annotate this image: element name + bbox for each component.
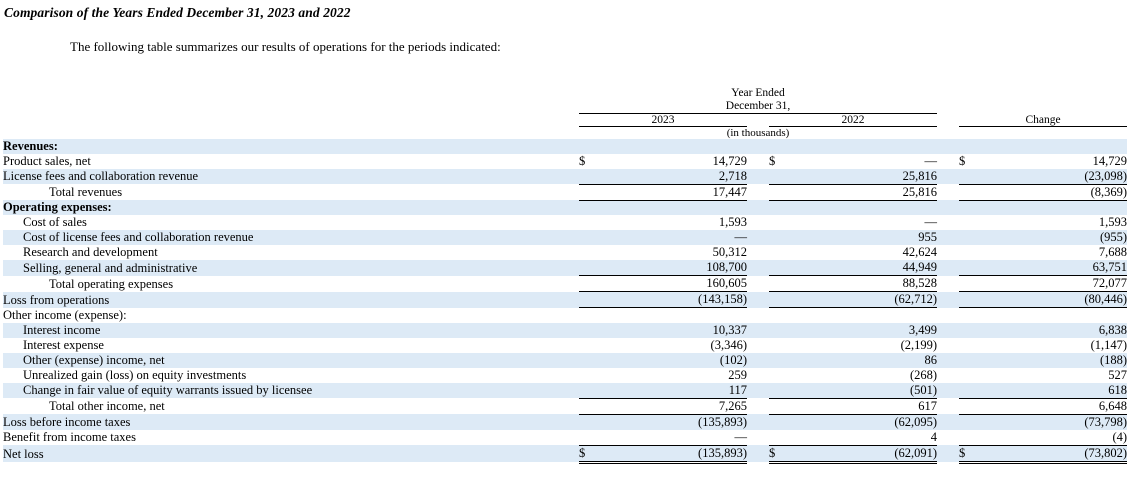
- table-row: [3, 445, 1127, 462]
- row-value-2023: —: [595, 230, 747, 245]
- table-row: [3, 398, 1127, 414]
- row-currency-change: $: [959, 153, 966, 168]
- row-value-2022: [785, 308, 937, 323]
- row-value-2022: 4: [785, 430, 937, 446]
- table-row: [3, 292, 1127, 308]
- intro-paragraph: The following table summarizes our results of operations for the periods indicated:: [70, 39, 501, 54]
- row-value-2022: [785, 200, 937, 215]
- row-currency-2022: [769, 215, 785, 230]
- row-value-2022: 25,816: [785, 184, 937, 200]
- row-currency-change: [959, 414, 975, 430]
- row-value-2022: 88,528: [785, 276, 937, 292]
- row-currency-2022: [769, 368, 785, 383]
- row-value-2022: 25,816: [785, 169, 937, 185]
- header-units: (in thousands): [726, 126, 790, 139]
- row-gap: [937, 323, 959, 338]
- row-gap: [937, 184, 959, 200]
- row-value-2023: 50,312: [712, 245, 747, 259]
- row-gap: [937, 368, 959, 383]
- table-row: [3, 383, 1127, 399]
- row-currency-2023: [579, 169, 595, 185]
- row-value-2023: (135,893): [595, 445, 747, 462]
- row-value-2023: 7,265: [595, 398, 747, 414]
- row-currency-2022: $: [769, 153, 776, 168]
- row-value-change: 527: [1108, 367, 1127, 382]
- row-currency-2022: [769, 308, 785, 323]
- row-label: Unrealized gain (loss) on equity investments: [23, 367, 247, 382]
- table-row: [3, 200, 1127, 215]
- row-value-change: (1,147): [1090, 337, 1127, 352]
- row-value-2022: (62,095): [785, 414, 937, 430]
- row-gap: [937, 398, 959, 414]
- row-value-change: 6,648: [975, 398, 1127, 414]
- row-currency-change: [959, 200, 975, 215]
- row-label: Cost of license fees and collaboration revenue: [3, 230, 579, 245]
- row-gap: [747, 383, 769, 399]
- row-gap: [747, 368, 769, 383]
- row-gap: [747, 338, 769, 353]
- row-currency-2022: [769, 200, 785, 215]
- row-value-change: 14,729: [1092, 153, 1127, 168]
- table-row: [3, 169, 1127, 185]
- row-currency-2022: [769, 383, 785, 399]
- document-page: [0, 5, 1127, 489]
- row-gap: [937, 292, 959, 308]
- row-currency-change: [959, 383, 975, 399]
- row-value-2022: —: [924, 153, 938, 168]
- row-gap: [937, 245, 959, 260]
- row-gap: [747, 445, 769, 462]
- row-currency-2022: [769, 139, 785, 154]
- row-gap: [937, 154, 959, 169]
- header-year-ended-line2: December 31,: [725, 99, 791, 112]
- row-value-2023: 108,700: [595, 260, 747, 276]
- row-gap: [937, 215, 959, 230]
- row-currency-change: [959, 430, 975, 446]
- header-gap-2: [747, 113, 769, 126]
- row-gap: [747, 139, 769, 154]
- header-gap: [937, 71, 959, 113]
- row-currency-change: [959, 308, 975, 323]
- row-label: Loss from operations: [3, 292, 579, 308]
- row-currency-2022: [769, 323, 785, 338]
- row-value-2023: 10,337: [595, 323, 747, 338]
- table-row: [3, 184, 1127, 200]
- row-gap: [747, 200, 769, 215]
- row-value-2022: [785, 139, 937, 154]
- row-gap: [747, 215, 769, 230]
- row-currency-change: [959, 139, 975, 154]
- row-gap: [747, 184, 769, 200]
- row-gap: [747, 292, 769, 308]
- row-currency-2023: $: [579, 153, 586, 168]
- row-gap: [937, 230, 959, 245]
- row-gap: [747, 276, 769, 292]
- row-gap: [937, 200, 959, 215]
- table-row: [3, 230, 1127, 245]
- row-gap: [937, 169, 959, 185]
- row-currency-2022: $: [769, 445, 785, 462]
- row-currency-change: [959, 353, 975, 368]
- row-value-change: (4): [975, 430, 1127, 446]
- row-gap: [747, 260, 769, 276]
- row-label: Total operating expenses: [49, 276, 174, 291]
- row-value-change: (955): [975, 230, 1127, 245]
- row-currency-2023: [579, 260, 595, 276]
- table-row: [3, 139, 1127, 154]
- row-value-2022: 86: [785, 353, 937, 368]
- section-heading: Comparison of the Years Ended December 31, 2023 and 2022: [4, 5, 351, 20]
- row-value-change: (80,446): [975, 292, 1127, 308]
- row-value-change: [975, 308, 1127, 323]
- row-currency-2022: [769, 184, 785, 200]
- row-label: Change in fair value of equity warrants issued by licensee: [3, 383, 579, 399]
- row-value-change: 618: [975, 383, 1127, 399]
- row-value-2023: —: [595, 430, 747, 446]
- row-value-2022: (2,199): [900, 337, 938, 352]
- row-value-2023: 14,729: [712, 153, 747, 168]
- row-currency-2023: [579, 430, 595, 446]
- row-currency-2022: [769, 338, 785, 353]
- row-value-2023: 259: [728, 367, 747, 382]
- row-label: Net loss: [3, 445, 579, 462]
- row-value-2022: —: [924, 215, 938, 229]
- row-currency-change: [959, 368, 975, 383]
- row-label: Total revenues: [49, 185, 123, 199]
- row-label: Research and development: [23, 245, 158, 259]
- header-col-change: Change: [959, 113, 1127, 126]
- row-gap: [747, 308, 769, 323]
- table-row: [3, 276, 1127, 292]
- row-value-2023: (3,346): [710, 337, 747, 352]
- row-value-2022: 42,624: [902, 245, 938, 259]
- row-label: Loss before income taxes: [3, 414, 579, 430]
- row-label: Revenues:: [3, 139, 579, 154]
- header-blank-3: [3, 126, 579, 139]
- row-gap: [747, 230, 769, 245]
- header-year-ended-line1: Year Ended: [731, 86, 785, 99]
- row-value-change: 7,688: [1098, 245, 1127, 259]
- table-row: [3, 353, 1127, 368]
- table-body: [3, 139, 1127, 463]
- row-gap: [747, 353, 769, 368]
- row-currency-2023: [579, 414, 595, 430]
- row-currency-2022: [769, 292, 785, 308]
- row-label: Interest income: [3, 323, 579, 338]
- row-label: Interest expense: [23, 337, 104, 352]
- row-value-2022: 955: [785, 230, 937, 245]
- row-gap: [937, 430, 959, 446]
- row-value-2023: (143,158): [595, 292, 747, 308]
- header-gap-3: [937, 113, 959, 126]
- table-row: [3, 338, 1127, 353]
- row-label: Benefit from income taxes: [3, 430, 136, 444]
- table-row: [3, 260, 1127, 276]
- row-gap: [747, 430, 769, 446]
- row-gap: [747, 414, 769, 430]
- row-value-2023: 2,718: [595, 169, 747, 185]
- row-value-2023: 1,593: [718, 215, 747, 229]
- row-value-change: [975, 139, 1127, 154]
- row-value-2023: [595, 139, 747, 154]
- row-value-change: 1,593: [1098, 215, 1127, 229]
- row-currency-2022: [769, 169, 785, 185]
- row-value-2023: [595, 308, 747, 323]
- row-value-change: 6,838: [975, 323, 1127, 338]
- table-row: [3, 368, 1127, 383]
- row-value-change: (73,802): [975, 445, 1127, 462]
- row-currency-2023: $: [579, 445, 595, 462]
- header-units-blank: [959, 126, 1127, 139]
- row-currency-2023: [579, 383, 595, 399]
- row-gap: [747, 154, 769, 169]
- row-currency-2023: [579, 245, 595, 260]
- row-currency-2023: [579, 338, 595, 353]
- row-currency-2023: [579, 139, 595, 154]
- row-value-2022: 3,499: [785, 323, 937, 338]
- row-gap: [937, 139, 959, 154]
- header-gap-4: [937, 126, 959, 139]
- row-currency-2022: [769, 353, 785, 368]
- row-gap: [937, 260, 959, 276]
- row-gap: [937, 414, 959, 430]
- row-currency-2023: [579, 368, 595, 383]
- row-currency-2022: [769, 398, 785, 414]
- row-value-2022: 617: [785, 398, 937, 414]
- row-label: Product sales, net: [3, 153, 91, 168]
- row-currency-2023: [579, 292, 595, 308]
- row-gap: [747, 323, 769, 338]
- row-currency-2023: [579, 184, 595, 200]
- row-value-2023: 117: [595, 383, 747, 399]
- row-currency-2023: [579, 398, 595, 414]
- row-currency-2022: [769, 245, 785, 260]
- row-label: Selling, general and administrative: [3, 260, 579, 276]
- results-of-operations-table: [3, 71, 1127, 464]
- row-gap: [937, 308, 959, 323]
- row-gap: [937, 383, 959, 399]
- table-row: [3, 323, 1127, 338]
- row-value-change: 72,077: [975, 276, 1127, 292]
- row-value-2023: (135,893): [595, 414, 747, 430]
- row-gap: [937, 353, 959, 368]
- row-currency-change: [959, 245, 975, 260]
- row-currency-change: [959, 323, 975, 338]
- table-row: [3, 414, 1127, 430]
- row-label: Other income (expense):: [3, 307, 127, 322]
- row-currency-2023: [579, 230, 595, 245]
- row-value-2022: (268): [909, 367, 938, 382]
- row-gap: [937, 445, 959, 462]
- row-value-change: (8,369): [975, 184, 1127, 200]
- row-label: License fees and collaboration revenue: [3, 169, 579, 185]
- row-value-change: (23,098): [975, 169, 1127, 185]
- row-gap: [747, 398, 769, 414]
- header-blank: [3, 71, 579, 113]
- row-gap: [937, 276, 959, 292]
- row-value-change: 63,751: [975, 260, 1127, 276]
- row-gap: [937, 338, 959, 353]
- row-currency-2023: [579, 215, 595, 230]
- row-currency-2023: [579, 276, 595, 292]
- row-currency-change: [959, 338, 975, 353]
- row-currency-change: [959, 215, 975, 230]
- row-label: Other (expense) income, net: [3, 353, 579, 368]
- row-currency-2022: [769, 260, 785, 276]
- row-currency-change: [959, 276, 975, 292]
- row-currency-2023: [579, 200, 595, 215]
- row-currency-change: [959, 398, 975, 414]
- table-header: [3, 71, 1127, 139]
- row-gap: [747, 245, 769, 260]
- row-label: Operating expenses:: [3, 200, 579, 215]
- row-currency-2023: [579, 308, 595, 323]
- header-blank-2: [3, 113, 579, 126]
- row-value-2023: 17,447: [595, 184, 747, 200]
- row-value-change: (73,798): [975, 414, 1127, 430]
- row-label: Cost of sales: [23, 215, 87, 229]
- row-value-2022: 44,949: [785, 260, 937, 276]
- row-currency-change: [959, 169, 975, 185]
- header-col-2022: 2022: [769, 113, 937, 126]
- row-currency-2023: [579, 353, 595, 368]
- row-value-2023: [595, 200, 747, 215]
- row-currency-change: [959, 292, 975, 308]
- row-currency-2022: [769, 230, 785, 245]
- row-currency-2022: [769, 276, 785, 292]
- header-year-ended: [579, 71, 937, 113]
- table-row: [3, 308, 1127, 323]
- row-label: Total other income, net: [49, 399, 165, 413]
- row-currency-change: $: [959, 445, 975, 462]
- row-currency-2023: [579, 323, 595, 338]
- table-row: [3, 215, 1127, 230]
- table-row: [3, 430, 1127, 446]
- row-value-change: (188): [975, 353, 1127, 368]
- header-change-blank: [959, 71, 1127, 113]
- row-value-2022: (62,712): [785, 292, 937, 308]
- row-value-2022: (501): [785, 383, 937, 399]
- row-gap: [747, 169, 769, 185]
- table-row: [3, 245, 1127, 260]
- row-currency-change: [959, 260, 975, 276]
- row-currency-2022: [769, 414, 785, 430]
- row-currency-2022: [769, 430, 785, 446]
- row-value-2023: 160,605: [595, 276, 747, 292]
- row-value-2023: (102): [595, 353, 747, 368]
- row-value-change: [975, 200, 1127, 215]
- row-currency-change: [959, 184, 975, 200]
- table-row: [3, 154, 1127, 169]
- row-value-2022: (62,091): [785, 445, 937, 462]
- header-col-2023: 2023: [579, 113, 747, 126]
- row-currency-change: [959, 230, 975, 245]
